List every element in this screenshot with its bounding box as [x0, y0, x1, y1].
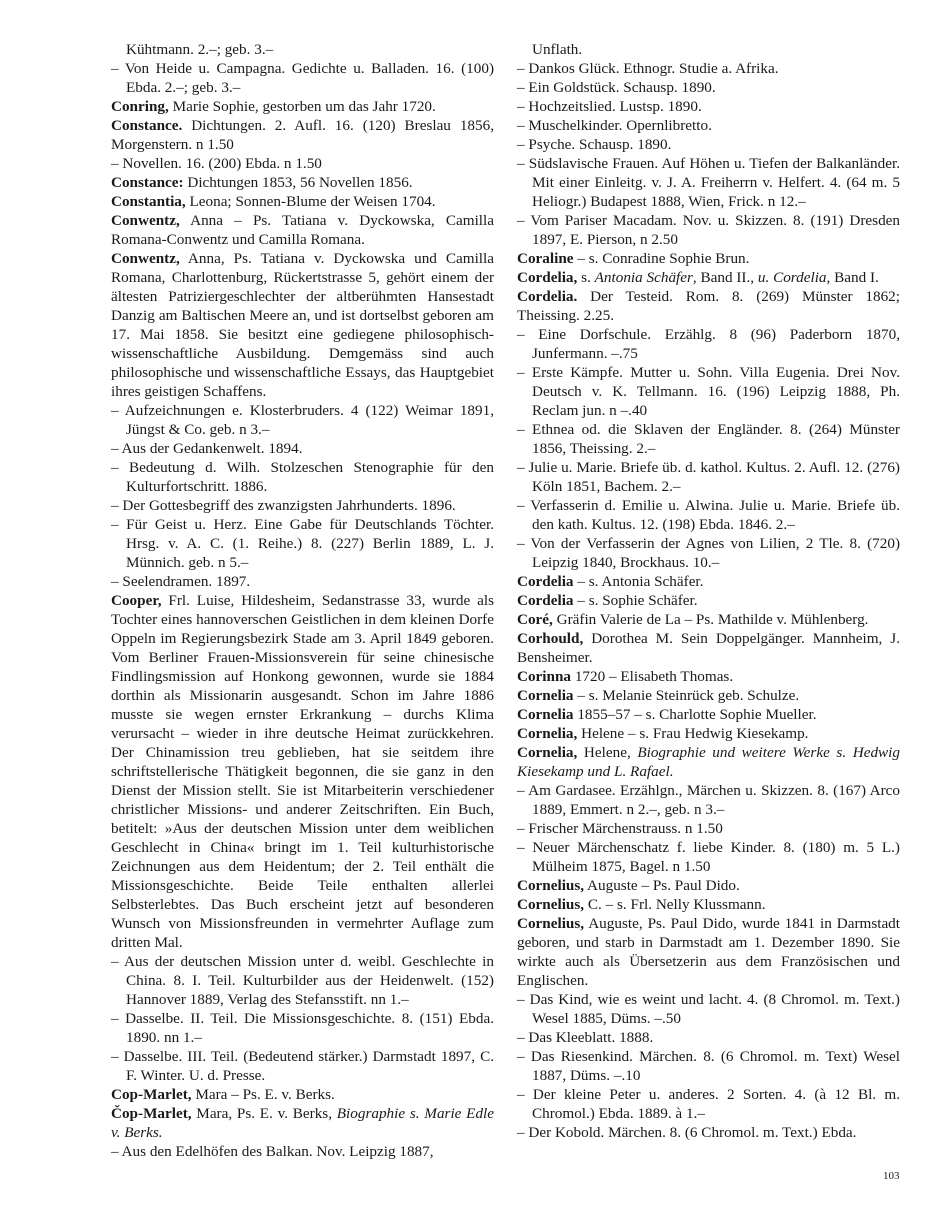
- entry-text: – Erste Kämpfe. Mutter u. Sohn. Villa Eugenia. Drei Nov. Deutsch v. K. Tellmann. 16. (196) Leipzig 1888, Ph. Reclam jun. n –.40: [517, 364, 900, 419]
- entry-text: Dichtungen. 2. Aufl. 16. (120) Breslau 1856, Morgenstern. n 1.50: [111, 117, 494, 153]
- work-entry: [111, 1009, 494, 1047]
- author-entry: [517, 287, 900, 325]
- work-entry: [517, 211, 900, 249]
- entry-text: Gräfin Valerie de La – Ps. Mathilde v. Mühlenberg.: [552, 611, 869, 628]
- author-entry: [111, 591, 494, 952]
- entry-name: Conring,: [111, 98, 169, 115]
- work-entry: [111, 439, 494, 458]
- entry-name: Corinna: [517, 668, 572, 685]
- entry-text: – Aus der Gedankenwelt. 1894.: [111, 440, 303, 457]
- entry-name: Cordelia: [517, 573, 574, 590]
- work-entry: [517, 154, 900, 211]
- entry-text: – s. Melanie Steinrück geb. Schulze.: [573, 687, 800, 704]
- entry-text: – s. Sophie Schäfer.: [573, 592, 698, 609]
- work-entry: [517, 838, 900, 876]
- entry-text: Leona; Sonnen-Blume der Weisen 1704.: [185, 193, 436, 210]
- entry-name: Cornelius,: [517, 896, 585, 913]
- entry-text: Helene – s. Frau Hedwig Kiesekamp.: [577, 725, 809, 742]
- entry-text: – Das Riesenkind. Märchen. 8. (6 Chromol. m. Text) Wesel 1887, Düms. –.10: [517, 1048, 900, 1084]
- entry-text: Mara, Ps. E. v. Berks,: [191, 1105, 337, 1122]
- entry-name: Coré,: [517, 611, 553, 628]
- entry-text: u. Cordelia: [757, 269, 827, 286]
- entry-text: 1720 – Elisabeth Thomas.: [571, 668, 734, 685]
- entry-text: , Band II.,: [692, 269, 758, 286]
- entry-text: , Band I.: [826, 269, 879, 286]
- entry-name: Cornelia,: [517, 725, 578, 742]
- work-entry: [517, 1047, 900, 1085]
- author-entry: [517, 629, 900, 667]
- entry-text: Antonia Schäfer: [594, 269, 693, 286]
- entry-text: Kühtmann. 2.–; geb. 3.–: [126, 41, 274, 58]
- author-entry: [517, 249, 900, 268]
- entry-text: – s. Conradine Sophie Brun.: [573, 250, 750, 267]
- author-entry: [517, 686, 900, 705]
- work-entry: [517, 496, 900, 534]
- entry-text: Unflath.: [532, 41, 583, 58]
- entry-text: – Verfasserin d. Emilie u. Alwina. Julie u. Marie. Briefe üb. den kath. Kultus. 12. (198) Ebda. 1846. 2.–: [517, 497, 900, 533]
- right-column: [517, 40, 900, 1142]
- entry-text: – Von der Verfasserin der Agnes von Lilien, 2 Tle. 8. (720) Leipzig 1840, Brockhaus. 10.–: [517, 535, 900, 571]
- entry-text: – Seelendramen. 1897.: [111, 573, 251, 590]
- entry-text: Helene,: [577, 744, 638, 761]
- author-entry: [111, 211, 494, 249]
- entry-text: – Dankos Glück. Ethnogr. Studie a. Afrika.: [517, 60, 779, 77]
- work-entry: [517, 97, 900, 116]
- continuation-line: [517, 40, 900, 59]
- work-entry: [111, 1142, 494, 1161]
- author-entry: [517, 268, 900, 287]
- entry-text: Anna – Ps. Tatiana v. Dyckowska, Camilla Romana-Conwentz und Camilla Romana.: [111, 212, 494, 248]
- entry-text: – Aus der deutschen Mission unter d. weibl. Geschlechte in China. 8. I. Teil. Kulturbilder aus der Heidenwelt. (152) Hannover 1889, Verlag des Stefansstift. nn 1.–: [111, 953, 494, 1008]
- entry-text: – Hochzeitslied. Lustsp. 1890.: [517, 98, 702, 115]
- entry-name: Čop-Marlet,: [111, 1105, 192, 1122]
- entry-text: – Der Gottesbegriff des zwanzigsten Jahrhunderts. 1896.: [111, 497, 456, 514]
- author-entry: [517, 876, 900, 895]
- entry-text: Auguste, Ps. Paul Dido, wurde 1841 in Darmstadt geboren, und starb in Darmstadt am 1. Dezember 1890. Sie wirkte auch als Übersetzerin aus dem Französischen und Englischen.: [517, 915, 900, 989]
- entry-text: – Novellen. 16. (200) Ebda. n 1.50: [111, 155, 322, 172]
- author-entry: [111, 192, 494, 211]
- entry-name: Cornelius,: [517, 877, 585, 894]
- entry-text: – Dasselbe. II. Teil. Die Missionsgeschichte. 8. (151) Ebda. 1890. nn 1.–: [111, 1010, 494, 1046]
- entry-text: – Muschelkinder. Opernlibretto.: [517, 117, 712, 134]
- entry-name: Coraline: [517, 250, 574, 267]
- work-entry: [517, 1123, 900, 1142]
- work-entry: [517, 363, 900, 420]
- work-entry: [111, 572, 494, 591]
- work-entry: [111, 1047, 494, 1085]
- author-entry: [517, 705, 900, 724]
- entry-text: Der Testeid. Rom. 8. (269) Münster 1862; Theissing. 2.25.: [517, 288, 900, 324]
- work-entry: [517, 59, 900, 78]
- work-entry: [111, 515, 494, 572]
- work-entry: [517, 78, 900, 97]
- author-entry: [517, 610, 900, 629]
- work-entry: [517, 781, 900, 819]
- entry-text: Frl. Luise, Hildesheim, Sedanstrasse 33, wurde als Tochter eines hannoverschen Geistlichen in dem kleinen Dorfe Oppeln im Regierungsbezirk Stade am 3. April 1849 geboren. Vom Berliner Frauen-Missionsverein für seine chinesische Findlingsmission auf Honkong gewonnen, wurde sie 1884 dorthin als Missionarin ausgesandt. Schon im Jahre 1886 musste sie wegen ernster Erkrankung – durchs Klima verursacht – wieder in ihre deutsche Heimat zurückkehren. Der Chinamission treu geblieben, hat sie seitdem ihre schriftstellerische Thätigkeit begonnen, die sie ganz in den Dienst der Mission stellt. Sie ist Mitarbeiterin verschiedener christlicher Missions- und anderer Zeitschriften. Ein Buch, betitelt: »Aus der deutschen Mission unter dem weiblichen Geschlecht in China« bringt im 1. Teil kulturhistorische Zeichnungen aus dem Heidentum; der 2. Teil enthält die Missionsgeschichte. Beide Teile enthalten allerlei Selbsterlebtes. Das Buch erscheint jetzt auf besonderen Wunsch von Missionsfreunden in vermehrter Auflage zum dritten Mal.: [111, 592, 494, 951]
- entry-text: – Bedeutung d. Wilh. Stolzeschen Stenographie für den Kulturfortschritt. 1886.: [111, 459, 494, 495]
- entry-text: Biographie und weitere Werke s. Hedwig Kiesekamp und L. Rafael.: [517, 744, 900, 780]
- entry-text: Anna, Ps. Tatiana v. Dyckowska und Camilla Romana, Charlottenburg, Rückertstrasse 5, gehört einem der ältesten Patriziergeschlechter der altberühmten Hansestadt Danzig am Baltischen Meere an, und ist dortselbst geboren am 17. Mai 1858. Sie besitzt eine gediegene philosophisch-wissenschaftliche Ausbildung. Demgemäss sind auch philosophische und wissenschaftliche Essays, das Hauptgebiet ihres geistigen Schaffens.: [111, 250, 494, 400]
- work-entry: [517, 1028, 900, 1047]
- entry-text: – Ein Goldstück. Schausp. 1890.: [517, 79, 716, 96]
- entry-text: – Neuer Märchenschatz f. liebe Kinder. 8. (180) m. 5 L.) Mülheim 1875, Bagel. n 1.50: [517, 839, 900, 875]
- entry-name: Conwentz,: [111, 212, 180, 229]
- entry-text: – Von Heide u. Campagna. Gedichte u. Balladen. 16. (100) Ebda. 2.–; geb. 3.–: [111, 60, 494, 96]
- entry-text: Marie Sophie, gestorben um das Jahr 1720.: [168, 98, 436, 115]
- work-entry: [111, 952, 494, 1009]
- work-entry: [517, 116, 900, 135]
- entry-name: Cornelia: [517, 706, 574, 723]
- entry-text: Mara – Ps. E. v. Berks.: [191, 1086, 335, 1103]
- work-entry: [517, 819, 900, 838]
- work-entry: [517, 1085, 900, 1123]
- author-entry: [111, 1085, 494, 1104]
- work-entry: [517, 325, 900, 363]
- entry-name: Cooper,: [111, 592, 162, 609]
- entry-text: – Südslavische Frauen. Auf Höhen u. Tiefen der Balkanländer. Mit einer Einleitg. v. J. A. Freiherrn v. Helfert. 4. (64 m. 5 Heliogr.) Budapest 1888, Wien, Frick. n 12.–: [517, 155, 900, 210]
- entry-name: Cordelia,: [517, 269, 578, 286]
- work-entry: [111, 401, 494, 439]
- entry-text: – Julie u. Marie. Briefe üb. d. kathol. Kultus. 2. Aufl. 12. (276) Köln 1851, Bachem. 2.–: [517, 459, 900, 495]
- entry-text: – Am Gardasee. Erzählgn., Märchen u. Skizzen. 8. (167) Arco 1889, Emmert. n 2.–, geb. n 3.–: [517, 782, 900, 818]
- entry-name: Constance.: [111, 117, 183, 134]
- left-column: [111, 40, 494, 1161]
- entry-text: – Frischer Märchenstrauss. n 1.50: [517, 820, 723, 837]
- entry-text: Dorothea M. Sein Doppelgänger. Mannheim, J. Bensheimer.: [517, 630, 900, 666]
- author-entry: [517, 591, 900, 610]
- entry-text: – Für Geist u. Herz. Eine Gabe für Deutschlands Töchter. Hrsg. v. A. C. (1. Reihe.) 8. (227) Berlin 1889, L. J. Münnich. geb. n 5.–: [111, 516, 494, 571]
- entry-text: – Psyche. Schausp. 1890.: [517, 136, 672, 153]
- author-entry: [517, 914, 900, 990]
- work-entry: [517, 990, 900, 1028]
- work-entry: [111, 458, 494, 496]
- work-entry: [517, 458, 900, 496]
- entry-text: 1855–57 – s. Charlotte Sophie Mueller.: [573, 706, 817, 723]
- entry-name: Conwentz,: [111, 250, 180, 267]
- author-entry: [517, 743, 900, 781]
- work-entry: [111, 154, 494, 173]
- entry-text: s.: [577, 269, 595, 286]
- entry-text: – Dasselbe. III. Teil. (Bedeutend stärker.) Darmstadt 1897, C. F. Winter. U. d. Presse.: [111, 1048, 494, 1084]
- entry-text: – Eine Dorfschule. Erzählg. 8 (96) Paderborn 1870, Junfermann. –.75: [517, 326, 900, 362]
- author-entry: [517, 667, 900, 686]
- entry-name: Constance:: [111, 174, 184, 191]
- entry-text: – Das Kleeblatt. 1888.: [517, 1029, 654, 1046]
- entry-name: Cop-Marlet,: [111, 1086, 192, 1103]
- author-entry: [517, 572, 900, 591]
- entry-name: Cornelius,: [517, 915, 585, 932]
- work-entry: [111, 496, 494, 515]
- work-entry: [111, 59, 494, 97]
- author-entry: [111, 97, 494, 116]
- author-entry: [111, 173, 494, 192]
- entry-text: – Aus den Edelhöfen des Balkan. Nov. Leipzig 1887,: [111, 1143, 434, 1160]
- page-number: 103: [883, 1170, 900, 1182]
- entry-text: – Aufzeichnungen e. Klosterbruders. 4 (122) Weimar 1891, Jüngst & Co. geb. n 3.–: [111, 402, 494, 438]
- entry-name: Cornelia,: [517, 744, 578, 761]
- entry-text: Auguste – Ps. Paul Dido.: [584, 877, 740, 894]
- entry-text: – Der Kobold. Märchen. 8. (6 Chromol. m. Text.) Ebda.: [517, 1124, 857, 1141]
- entry-name: Corhould,: [517, 630, 584, 647]
- entry-text: – Vom Pariser Macadam. Nov. u. Skizzen. 8. (191) Dresden 1897, E. Pierson, n 2.50: [517, 212, 900, 248]
- entry-name: Constantia,: [111, 193, 186, 210]
- entry-text: C. – s. Frl. Nelly Klussmann.: [584, 896, 766, 913]
- entry-text: – Der kleine Peter u. anderes. 2 Sorten. 4. (à 12 Bl. m. Chromol.) Ebda. 1889. à 1.–: [517, 1086, 900, 1122]
- work-entry: [517, 420, 900, 458]
- author-entry: [111, 249, 494, 401]
- entry-text: Biographie s. Marie Edle v. Berks.: [111, 1105, 495, 1141]
- entry-name: Cordelia: [517, 592, 574, 609]
- author-entry: [111, 116, 494, 154]
- entry-text: – Ethnea od. die Sklaven der Engländer. 8. (264) Münster 1856, Theissing. 2.–: [517, 421, 900, 457]
- entry-name: Cornelia: [517, 687, 574, 704]
- author-entry: [517, 895, 900, 914]
- entry-text: – Das Kind, wie es weint und lacht. 4. (8 Chromol. m. Text.) Wesel 1885, Düms. –.50: [517, 991, 900, 1027]
- entry-name: Cordelia.: [517, 288, 578, 305]
- work-entry: [517, 135, 900, 154]
- author-entry: [517, 724, 900, 743]
- continuation-line: [111, 40, 494, 59]
- author-entry: [111, 1104, 494, 1142]
- entry-text: – s. Antonia Schäfer.: [573, 573, 704, 590]
- work-entry: [517, 534, 900, 572]
- entry-text: Dichtungen 1853, 56 Novellen 1856.: [183, 174, 413, 191]
